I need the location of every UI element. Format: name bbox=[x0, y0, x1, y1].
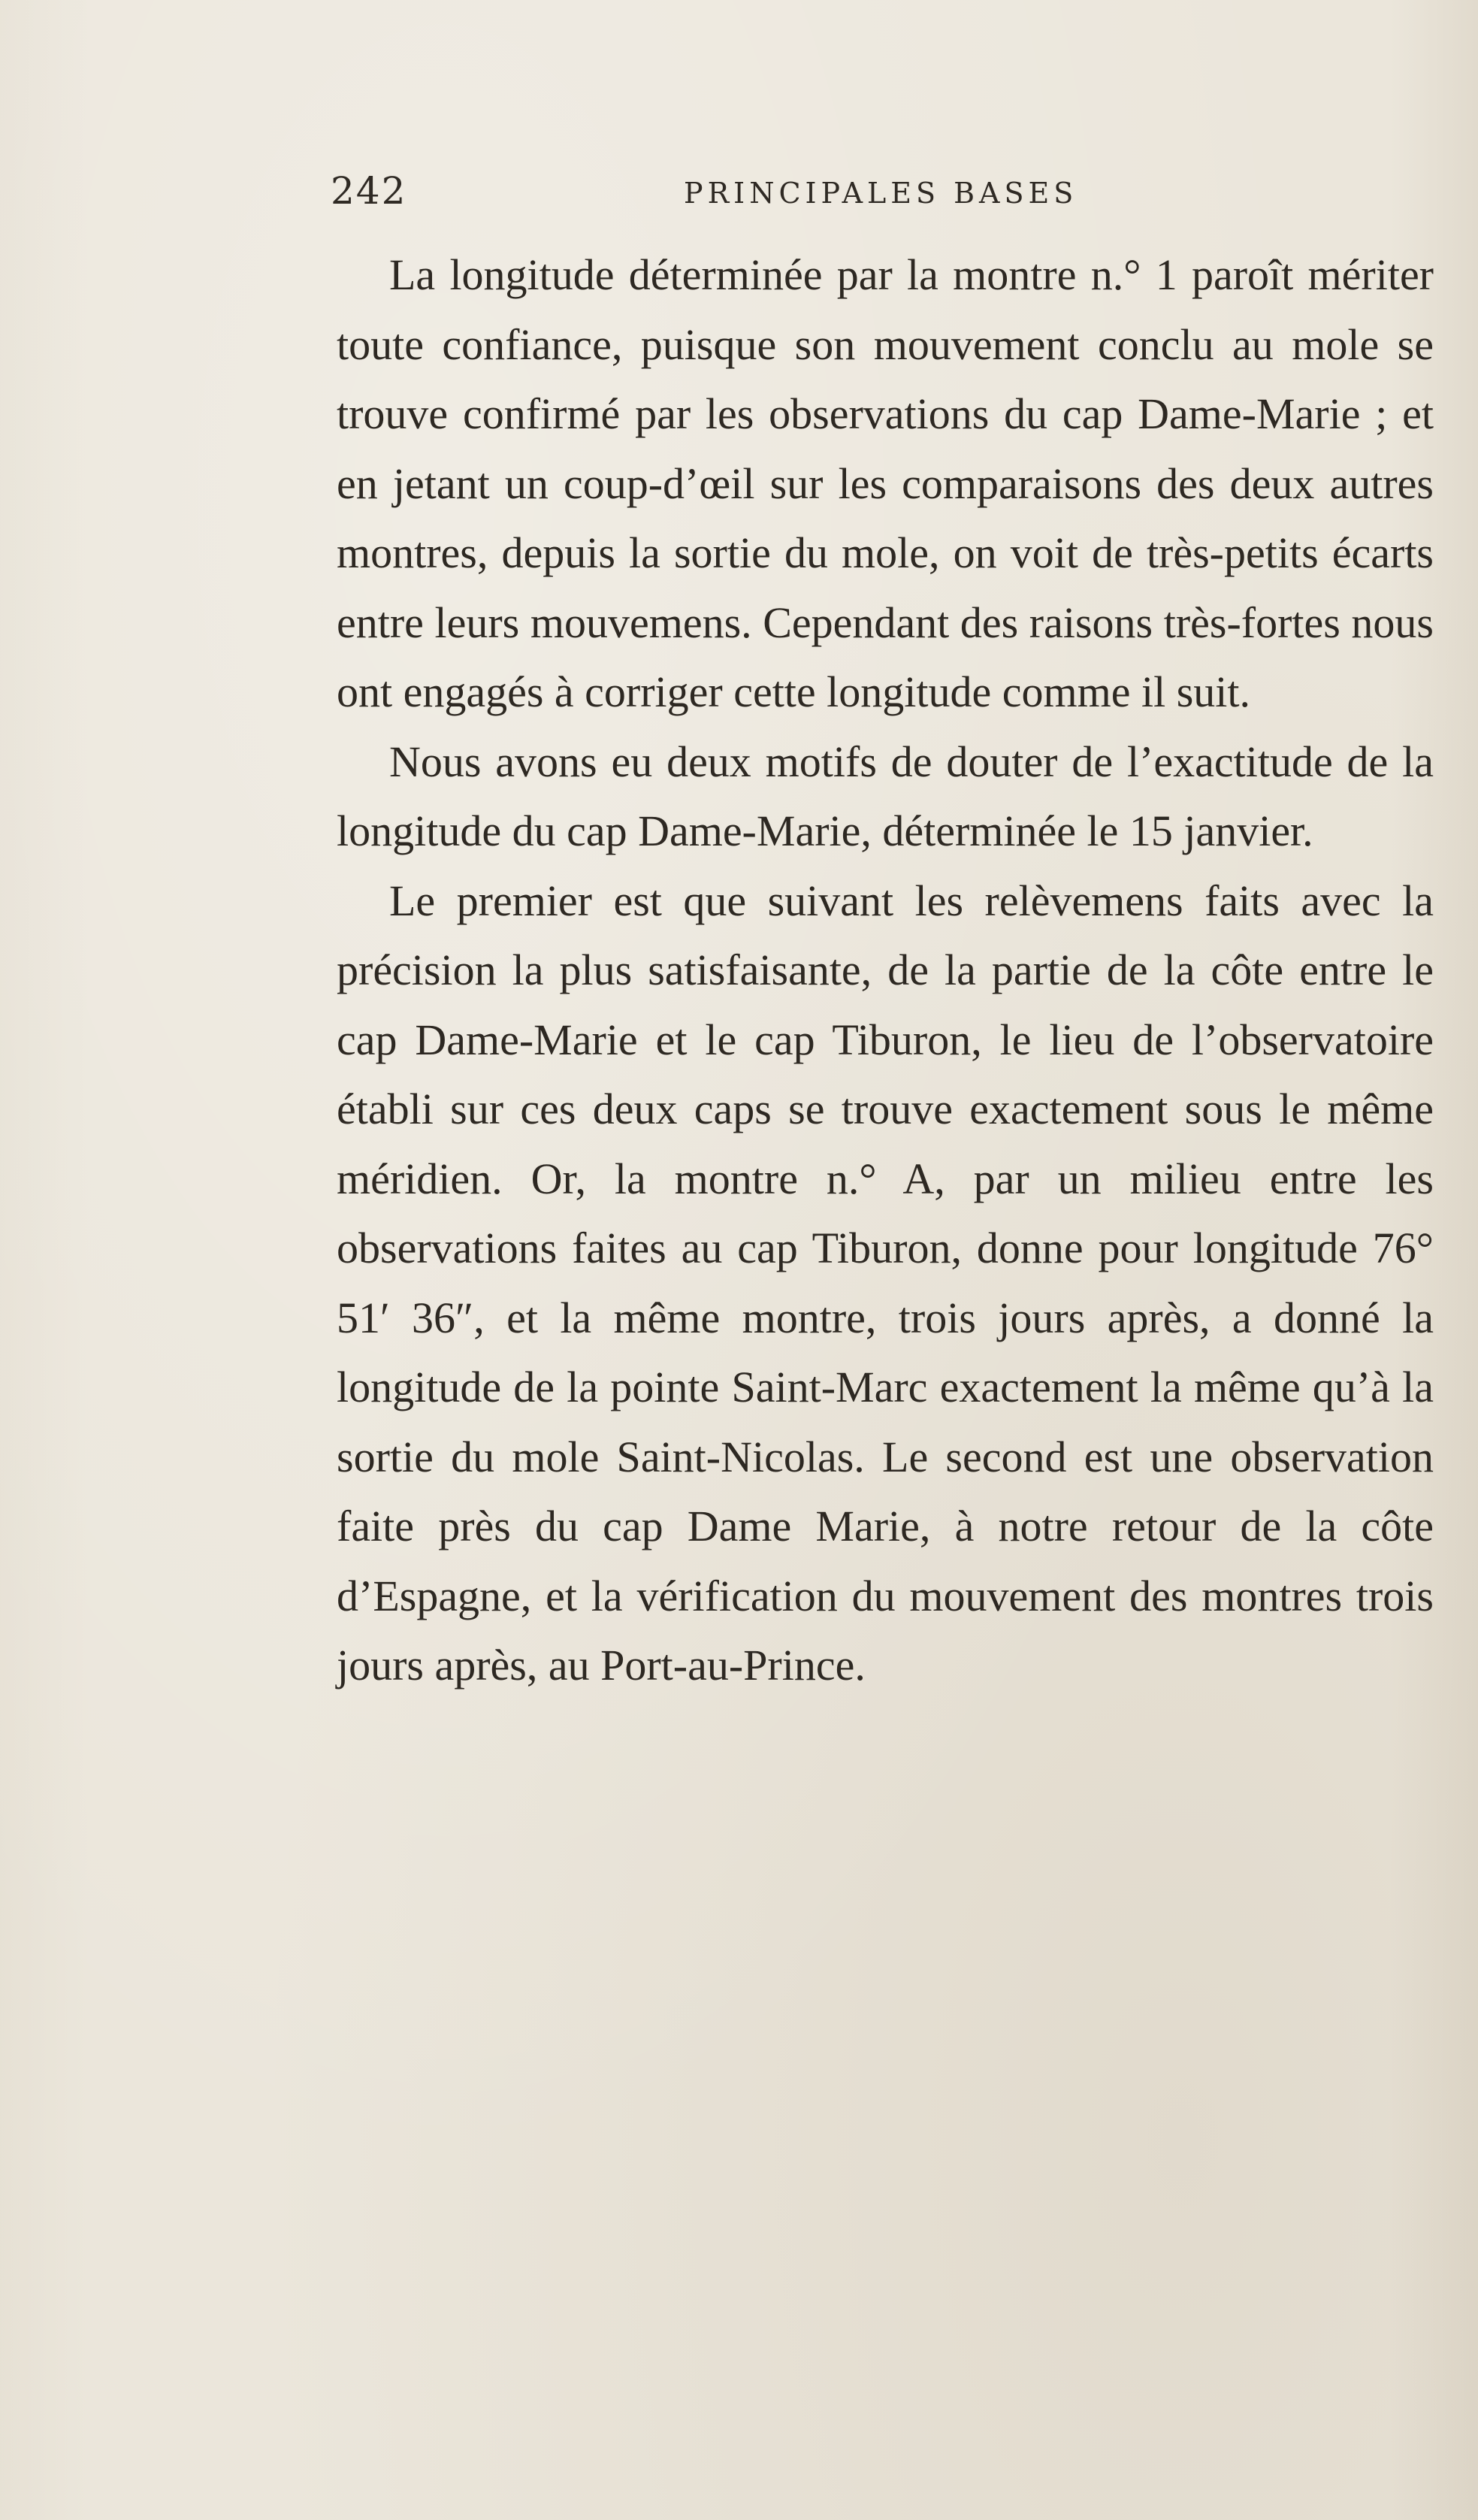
paragraph-2: Nous avons eu deux motifs de douter de l’exactitude de la longitude du cap Dame-Marie, déterminée le 15 janvier. bbox=[337, 737, 1434, 855]
body-text bbox=[337, 241, 1434, 1701]
running-head: PRINCIPALES BASES bbox=[684, 177, 1078, 210]
paragraph-1: La longitude déterminée par la montre n.° 1 paroît mériter toute confiance, puisque son mouvement conclu au mole se trouve confirmé par les observations du cap Dame-Marie ; et en jetant un coup-d’œil sur les comparaisons des deux autres montres, depuis la sortie du mole, on voit de très-petits écarts entre leurs mouvemens. Cependant des raisons très-fortes nous ont engagés à corriger cette longitude comme il suit. bbox=[337, 250, 1434, 716]
paragraph-3: Le premier est que suivant les relèvemens faits avec la précision la plus satisfaisante, de la partie de la côte entre le cap Dame-Marie et le cap Tiburon, le lieu de l’observatoire établi sur ces deux caps se trouve exactement sous le même méridien. Or, la montre n.° A, par un milieu entre les observations faites au cap Tiburon, donne pour longitude 76° 51′ 36″, et la même montre, trois jours après, a donné la longitude de la pointe Saint-Marc exactement la même qu’à la sortie du mole Saint-Nicolas. Le second est une observation faite près du cap Dame Marie, à notre retour de la côte d’Espagne, et la vérification du mouvement des montres trois jours après, au Port-au-Prince. bbox=[337, 876, 1434, 1690]
page-header bbox=[331, 169, 1082, 222]
page-number: 242 bbox=[331, 169, 407, 213]
